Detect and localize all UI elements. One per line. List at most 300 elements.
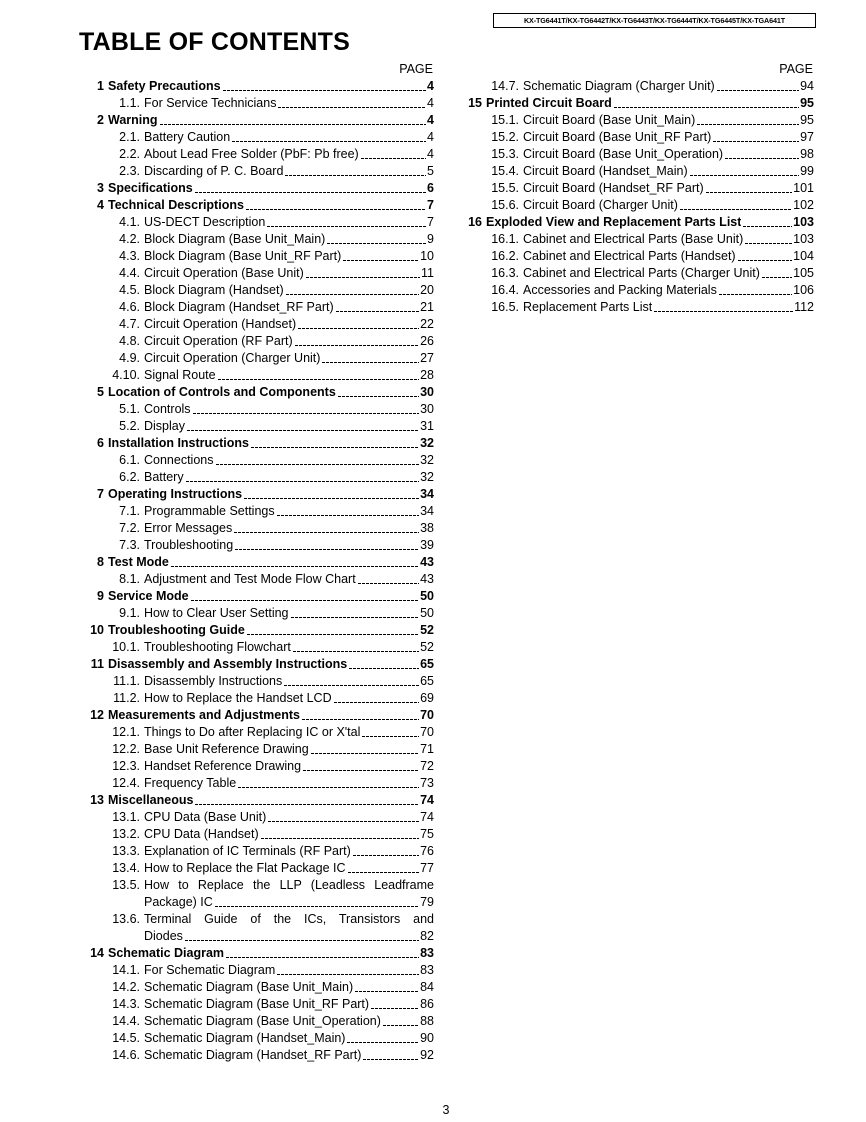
toc-subsection-entry[interactable]	[88, 452, 434, 469]
model-number-header: KX-TG6441T/KX-TG6442T/KX-TG6443T/KX-TG6444T/KX-TG6445T/KX-TGA641T	[493, 13, 816, 28]
toc-entry-page: 43	[420, 572, 434, 586]
toc-section-entry[interactable]	[88, 656, 434, 673]
toc-entry-number: 5	[97, 385, 104, 399]
toc-section-entry[interactable]	[88, 588, 434, 605]
toc-entry-page: 50	[420, 606, 434, 620]
toc-entry-title: Measurements and Adjustments	[108, 708, 300, 722]
toc-entry-number: 12.4.	[112, 776, 140, 790]
toc-entry-number: 15.6.	[491, 198, 519, 212]
toc-subsection-entry[interactable]	[88, 605, 434, 622]
toc-entry-title: Circuit Operation (Handset)	[144, 317, 297, 331]
toc-entry-page: 84	[420, 980, 434, 994]
toc-entry-number: 13.1.	[112, 810, 140, 824]
toc-entry-title: Circuit Board (Base Unit_RF Part)	[523, 130, 712, 144]
dot-leader	[295, 340, 419, 346]
toc-entry-number: 10	[90, 623, 104, 637]
dot-leader	[277, 969, 419, 975]
toc-entry-page: 21	[420, 300, 434, 314]
toc-subsection-entry[interactable]	[466, 282, 814, 299]
toc-entry-number: 10.1.	[112, 640, 140, 654]
toc-subsection-entry[interactable]	[88, 775, 434, 792]
toc-entry-page: 102	[793, 198, 814, 212]
toc-entry-title: Schematic Diagram (Base Unit_RF Part)	[144, 997, 370, 1011]
toc-subsection-entry[interactable]	[88, 537, 434, 554]
toc-subsection-entry[interactable]	[88, 690, 434, 707]
toc-entry-page: 34	[420, 487, 434, 501]
dot-leader	[336, 306, 419, 312]
toc-entry-title: Display	[144, 419, 185, 433]
toc-entry-number: 6.2.	[119, 470, 140, 484]
toc-entry-number: 12.1.	[112, 725, 140, 739]
toc-entry-title: Frequency Table	[144, 776, 237, 790]
toc-entry-page: 4	[427, 130, 434, 144]
toc-entry-page: 101	[793, 181, 814, 195]
toc-entry-number: 4	[97, 198, 104, 212]
toc-entry-number: 4.10.	[112, 368, 140, 382]
toc-entry-page: 52	[420, 640, 434, 654]
toc-entry-page: 69	[420, 691, 434, 705]
toc-subsection-entry[interactable]	[88, 520, 434, 537]
toc-section-entry[interactable]	[88, 792, 434, 809]
dot-leader	[247, 629, 419, 635]
toc-entry-number: 2	[97, 113, 104, 127]
toc-entry-number: 13.2.	[112, 827, 140, 841]
toc-entry-title: Circuit Board (Handset_Main)	[523, 164, 688, 178]
toc-subsection-entry[interactable]	[88, 673, 434, 690]
toc-subsection-entry[interactable]	[88, 418, 434, 435]
toc-subsection-entry[interactable]	[88, 1013, 434, 1030]
toc-subsection-entry[interactable]	[466, 248, 814, 265]
dot-leader	[654, 306, 793, 312]
toc-subsection-entry[interactable]	[88, 571, 434, 588]
toc-subsection-entry[interactable]	[88, 1047, 434, 1064]
toc-section-entry[interactable]	[88, 78, 434, 95]
toc-section-entry[interactable]	[88, 486, 434, 503]
dot-leader	[160, 119, 427, 125]
toc-entry-number: 3	[97, 181, 104, 195]
toc-entry-page: 79	[420, 895, 434, 909]
dot-leader	[713, 136, 799, 142]
toc-entry-title: Schematic Diagram (Handset_Main)	[144, 1031, 346, 1045]
toc-entry-title: How to Replace the Handset LCD	[144, 691, 332, 705]
toc-subsection-entry[interactable]	[466, 112, 814, 129]
dot-leader	[302, 714, 419, 720]
toc-section-entry[interactable]	[466, 95, 814, 112]
toc-entry-page: 92	[420, 1048, 434, 1062]
dot-leader	[286, 289, 419, 295]
toc-subsection-entry[interactable]	[88, 350, 434, 367]
toc-entry-title: Terminal Guide of the ICs, Transistors and	[144, 912, 434, 926]
toc-entry-title: Test Mode	[108, 555, 169, 569]
toc-section-entry[interactable]	[88, 554, 434, 571]
dot-leader	[171, 561, 419, 567]
toc-entry-page: 95	[800, 113, 814, 127]
dot-leader	[215, 901, 419, 907]
toc-subsection-entry[interactable]	[88, 996, 434, 1013]
page-column-label: PAGE	[779, 62, 813, 76]
toc-entry-title: Circuit Board (Handset_RF Part)	[523, 181, 704, 195]
toc-section-entry[interactable]	[466, 214, 814, 231]
dot-leader	[343, 255, 419, 261]
toc-entry-number: 5.1.	[119, 402, 140, 416]
toc-entry-number: 16.4.	[491, 283, 519, 297]
dot-leader	[349, 663, 419, 669]
toc-right-column	[466, 61, 814, 316]
toc-entry-page: 43	[420, 555, 434, 569]
toc-entry-title: Troubleshooting	[144, 538, 234, 552]
toc-entry-page: 74	[420, 810, 434, 824]
toc-entry-title: Printed Circuit Board	[486, 96, 612, 110]
page-title: TABLE OF CONTENTS	[79, 28, 350, 56]
toc-entry-title: Base Unit Reference Drawing	[144, 742, 309, 756]
toc-entry-page: 31	[420, 419, 434, 433]
dot-leader	[383, 1020, 419, 1026]
dot-leader	[186, 476, 419, 482]
toc-entry-page: 4	[427, 79, 434, 93]
dot-leader	[238, 782, 419, 788]
toc-entry-title: Troubleshooting Flowchart	[144, 640, 291, 654]
toc-entry-title: Safety Precautions	[108, 79, 221, 93]
toc-entry-number: 13	[90, 793, 104, 807]
toc-entry-title: Programmable Settings	[144, 504, 275, 518]
toc-entry-page: 7	[427, 198, 434, 212]
toc-subsection-entry[interactable]	[88, 843, 434, 860]
toc-entry-page: 77	[420, 861, 434, 875]
toc-section-entry[interactable]	[88, 435, 434, 452]
toc-entry-page: 112	[794, 300, 814, 314]
toc-entry-title: How to Replace the Flat Package IC	[144, 861, 346, 875]
toc-entry-title: Block Diagram (Base Unit_Main)	[144, 232, 326, 246]
toc-entry-number: 4.5.	[119, 283, 140, 297]
toc-entry-page: 65	[420, 674, 434, 688]
toc-subsection-entry[interactable]	[88, 758, 434, 775]
toc-entry-title: Circuit Operation (Base Unit)	[144, 266, 304, 280]
dot-leader	[738, 255, 793, 261]
dot-leader	[697, 119, 799, 125]
toc-subsection-entry[interactable]	[466, 180, 814, 197]
toc-entry-number: 15.3.	[491, 147, 519, 161]
toc-entry-title: CPU Data (Base Unit)	[144, 810, 267, 824]
toc-entry-page: 32	[420, 453, 434, 467]
toc-entry-title: Battery Caution	[144, 130, 231, 144]
toc-subsection-entry[interactable]	[88, 741, 434, 758]
toc-subsection-entry[interactable]	[88, 95, 434, 112]
toc-entry-page: 86	[420, 997, 434, 1011]
toc-subsection-entry[interactable]	[88, 826, 434, 843]
toc-entry-title: About Lead Free Solder (PbF: Pb free)	[144, 147, 359, 161]
toc-subsection-entry[interactable]	[88, 282, 434, 299]
dot-leader	[278, 102, 426, 108]
toc-entry-number: 4.6.	[119, 300, 140, 314]
toc-entry-number: 4.4.	[119, 266, 140, 280]
toc-entry-title: Connections	[144, 453, 214, 467]
dot-leader	[195, 187, 426, 193]
dot-leader	[291, 612, 420, 618]
toc-entry-number: 16	[468, 215, 482, 229]
toc-entry-title: CPU Data (Handset)	[144, 827, 259, 841]
toc-entry-number: 7.3.	[119, 538, 140, 552]
toc-entry-title: Battery	[144, 470, 184, 484]
toc-entry-page: 103	[793, 215, 814, 229]
toc-subsection-entry[interactable]	[466, 146, 814, 163]
dot-leader	[725, 153, 799, 159]
toc-entry-title: Schematic Diagram (Handset_RF Part)	[144, 1048, 362, 1062]
toc-subsection-entry[interactable]	[466, 197, 814, 214]
toc-entry-number: 2.2.	[119, 147, 140, 161]
toc-entry-page: 11	[421, 266, 434, 280]
toc-subsection-entry[interactable]	[466, 129, 814, 146]
toc-entry-page: 72	[420, 759, 434, 773]
dot-leader	[303, 765, 419, 771]
toc-subsection-entry[interactable]	[466, 231, 814, 248]
toc-entry-number: 8	[97, 555, 104, 569]
dot-leader	[353, 850, 419, 856]
dot-leader	[706, 187, 793, 193]
toc-subsection-entry[interactable]	[88, 469, 434, 486]
toc-entry-number: 2.3.	[119, 164, 140, 178]
toc-entry-page: 97	[800, 130, 814, 144]
toc-subsection-entry[interactable]	[466, 265, 814, 282]
toc-subsection-entry[interactable]	[88, 299, 434, 316]
dot-leader	[358, 578, 419, 584]
toc-subsection-entry[interactable]	[88, 146, 434, 163]
dot-leader	[762, 272, 792, 278]
toc-subsection-entry[interactable]	[88, 724, 434, 741]
dot-leader	[185, 935, 419, 941]
toc-entry-title: Circuit Board (Base Unit_Main)	[523, 113, 696, 127]
toc-entry-page: 71	[420, 742, 434, 756]
toc-entry-number: 13.5.	[112, 878, 140, 892]
dot-leader	[347, 1037, 419, 1043]
toc-entry-page: 39	[420, 538, 434, 552]
toc-entry-page: 22	[420, 317, 434, 331]
toc-entry-title: Schematic Diagram (Charger Unit)	[523, 79, 715, 93]
dot-leader	[195, 799, 419, 805]
toc-entry-number: 11	[90, 657, 104, 671]
toc-entry-title: Block Diagram (Handset)	[144, 283, 284, 297]
toc-subsection-entry[interactable]	[88, 639, 434, 656]
dot-leader	[268, 816, 419, 822]
dot-leader	[363, 1054, 419, 1060]
toc-entry-title: Location of Controls and Components	[108, 385, 336, 399]
toc-entry-page: 28	[420, 368, 434, 382]
toc-section-entry[interactable]	[88, 197, 434, 214]
dot-leader	[322, 357, 419, 363]
toc-entry-title: Disassembly Instructions	[144, 674, 283, 688]
dot-leader	[717, 85, 799, 91]
toc-entry-number: 4.8.	[119, 334, 140, 348]
toc-entry-number: 1.1.	[119, 96, 140, 110]
toc-entry-title: Explanation of IC Terminals (RF Part)	[144, 844, 351, 858]
toc-entry-page: 4	[427, 113, 434, 127]
toc-subsection-entry[interactable]	[88, 248, 434, 265]
toc-entry-title: Circuit Operation (Charger Unit)	[144, 351, 321, 365]
dot-leader	[223, 85, 427, 91]
dot-leader	[232, 136, 426, 142]
toc-entry-page: 82	[420, 929, 434, 943]
toc-entry-page: 105	[793, 266, 814, 280]
toc-entry-title: Operating Instructions	[108, 487, 243, 501]
toc-entry-page: 38	[420, 521, 434, 535]
dot-leader	[690, 170, 799, 176]
toc-entry-page: 65	[420, 657, 434, 671]
toc-left-column	[88, 61, 434, 1064]
toc-subsection-entry[interactable]	[88, 129, 434, 146]
toc-entry-page: 83	[420, 946, 434, 960]
toc-section-entry[interactable]	[88, 180, 434, 197]
toc-entry-title: Accessories and Packing Materials	[523, 283, 717, 297]
dot-leader	[743, 221, 792, 227]
toc-subsection-entry[interactable]	[88, 163, 434, 180]
toc-entry-number: 12	[90, 708, 104, 722]
toc-subsection-entry[interactable]	[88, 860, 434, 877]
toc-entry-number: 9	[97, 589, 104, 603]
toc-entry-number: 6	[97, 436, 104, 450]
toc-subsection-entry[interactable]	[88, 231, 434, 248]
toc-entry-title-continued: Package) IC	[144, 895, 213, 909]
toc-entry-number: 13.3.	[112, 844, 140, 858]
toc-subsection-entry[interactable]	[88, 877, 434, 911]
toc-entry-number: 8.1.	[119, 572, 140, 586]
toc-section-entry[interactable]	[88, 622, 434, 639]
toc-entry-title: For Schematic Diagram	[144, 963, 276, 977]
toc-entry-title: Cabinet and Electrical Parts (Handset)	[523, 249, 736, 263]
toc-section-entry[interactable]	[88, 112, 434, 129]
dot-leader	[355, 986, 419, 992]
toc-entry-number: 13.6.	[112, 912, 140, 926]
toc-section-entry[interactable]	[88, 945, 434, 962]
toc-entry-title: Adjustment and Test Mode Flow Chart	[144, 572, 356, 586]
dot-leader	[338, 391, 419, 397]
toc-entry-page: 99	[800, 164, 814, 178]
toc-entry-title: Controls	[144, 402, 191, 416]
toc-entry-number: 14.7.	[491, 79, 519, 93]
toc-subsection-entry[interactable]	[88, 962, 434, 979]
toc-entry-number: 1	[97, 79, 104, 93]
toc-entry-page: 27	[420, 351, 434, 365]
toc-entry-title: Disassembly and Assembly Instructions	[108, 657, 348, 671]
toc-entry-number: 7	[97, 487, 104, 501]
dot-leader	[362, 731, 419, 737]
toc-entry-page: 103	[793, 232, 814, 246]
toc-entry-number: 16.3.	[491, 266, 519, 280]
toc-section-entry[interactable]	[88, 384, 434, 401]
toc-entry-title: Circuit Board (Base Unit_Operation)	[523, 147, 724, 161]
toc-entry-title: Schematic Diagram (Base Unit_Operation)	[144, 1014, 381, 1028]
toc-entry-title: How to Replace the LLP (Leadless Leadframe	[144, 878, 434, 892]
page-number: 3	[442, 1103, 450, 1117]
toc-entry-number: 16.5.	[491, 300, 519, 314]
toc-entry-title: Block Diagram (Handset_RF Part)	[144, 300, 334, 314]
dot-leader	[218, 374, 420, 380]
toc-entry-number: 16.2.	[491, 249, 519, 263]
toc-entry-title: Specifications	[108, 181, 193, 195]
toc-entry-number: 14.3.	[112, 997, 140, 1011]
toc-entry-title: Replacement Parts List	[523, 300, 653, 314]
toc-subsection-entry[interactable]	[88, 316, 434, 333]
toc-entry-number: 11.2.	[113, 691, 140, 705]
dot-leader	[251, 442, 419, 448]
toc-entry-page: 106	[793, 283, 814, 297]
toc-subsection-entry[interactable]	[88, 265, 434, 282]
toc-entry-number: 4.9.	[119, 351, 140, 365]
toc-entry-title: Service Mode	[108, 589, 189, 603]
toc-subsection-entry[interactable]	[466, 299, 814, 316]
toc-entry-title: Cabinet and Electrical Parts (Base Unit)	[523, 232, 744, 246]
toc-entry-number: 6.1.	[119, 453, 140, 467]
dot-leader	[246, 204, 426, 210]
page-column-label: PAGE	[399, 62, 433, 76]
toc-subsection-entry[interactable]	[88, 503, 434, 520]
toc-section-entry[interactable]	[88, 707, 434, 724]
toc-entry-page: 70	[420, 725, 434, 739]
toc-entry-page: 88	[420, 1014, 434, 1028]
toc-entry-title: Warning	[108, 113, 158, 127]
toc-entry-page: 50	[420, 589, 434, 603]
toc-entry-title: Troubleshooting Guide	[108, 623, 245, 637]
toc-entry-title: US-DECT Description	[144, 215, 266, 229]
dot-leader	[298, 323, 419, 329]
dot-leader	[244, 493, 419, 499]
toc-entry-title: Circuit Operation (RF Part)	[144, 334, 293, 348]
toc-entry-page: 30	[420, 385, 434, 399]
toc-entry-title: Circuit Board (Charger Unit)	[523, 198, 678, 212]
dot-leader	[614, 102, 799, 108]
toc-entry-page: 32	[420, 436, 434, 450]
toc-entry-title: Schematic Diagram (Base Unit_Main)	[144, 980, 354, 994]
dot-leader	[234, 527, 419, 533]
toc-entry-number: 11.1.	[113, 674, 140, 688]
toc-entry-title: Signal Route	[144, 368, 216, 382]
toc-entry-title: Schematic Diagram	[108, 946, 225, 960]
toc-subsection-entry[interactable]	[466, 78, 814, 95]
toc-entry-page: 76	[420, 844, 434, 858]
toc-entry-title: Error Messages	[144, 521, 233, 535]
toc-subsection-entry[interactable]	[88, 401, 434, 418]
toc-entry-number: 14.5.	[112, 1031, 140, 1045]
toc-subsection-entry[interactable]	[88, 1030, 434, 1047]
toc-entry-number: 15	[468, 96, 482, 110]
toc-entry-page: 94	[800, 79, 814, 93]
toc-subsection-entry[interactable]	[88, 367, 434, 384]
toc-entry-title: For Service Technicians	[144, 96, 277, 110]
toc-entry-page: 30	[420, 402, 434, 416]
toc-entry-title-continued: Diodes	[144, 929, 183, 943]
toc-entry-number: 14.1.	[112, 963, 140, 977]
toc-subsection-entry[interactable]	[466, 163, 814, 180]
toc-entry-title: Exploded View and Replacement Parts List	[486, 215, 742, 229]
toc-entry-number: 16.1.	[491, 232, 519, 246]
toc-subsection-entry[interactable]	[88, 911, 434, 945]
toc-subsection-entry[interactable]	[88, 214, 434, 231]
toc-subsection-entry[interactable]	[88, 333, 434, 350]
dot-leader	[285, 170, 426, 176]
toc-subsection-entry[interactable]	[88, 809, 434, 826]
toc-entry-number: 12.3.	[112, 759, 140, 773]
toc-entry-page: 83	[420, 963, 434, 977]
toc-entry-number: 5.2.	[119, 419, 140, 433]
dot-leader	[306, 272, 420, 278]
dot-leader	[327, 238, 426, 244]
toc-subsection-entry[interactable]	[88, 979, 434, 996]
toc-entry-title: Block Diagram (Base Unit_RF Part)	[144, 249, 342, 263]
toc-entry-number: 4.2.	[119, 232, 140, 246]
dot-leader	[216, 459, 420, 465]
toc-entry-page: 34	[420, 504, 434, 518]
dot-leader	[680, 204, 792, 210]
dot-leader	[293, 646, 419, 652]
dot-leader	[284, 680, 419, 686]
